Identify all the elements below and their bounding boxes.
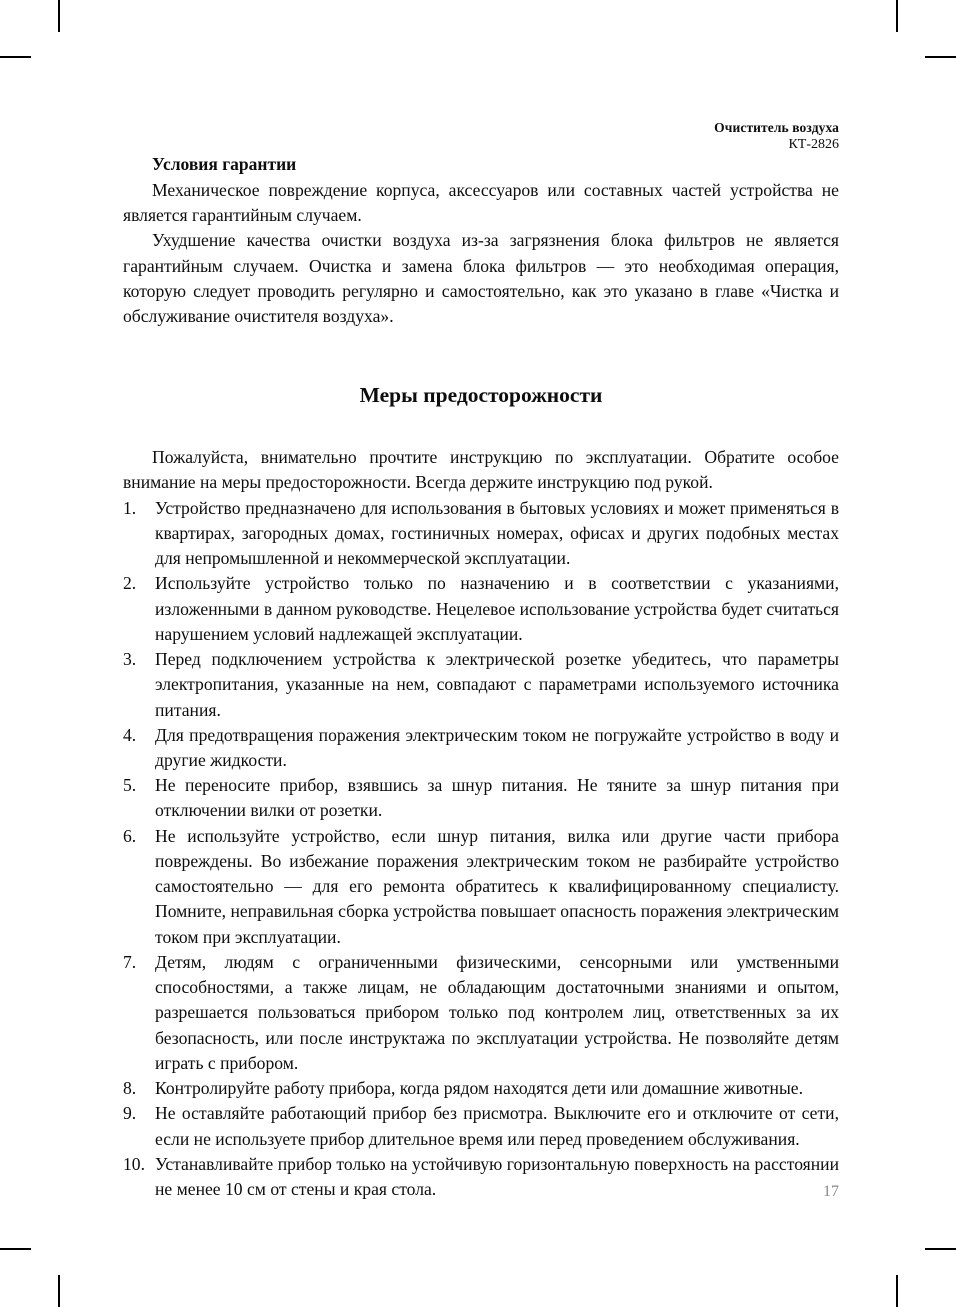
list-item: Устанавливайте прибор только на устойчивую горизонтальную поверхность на расстоянии не менее 10 см от стены и края стола.	[155, 1153, 839, 1199]
crop-mark-top-right-horizontal	[925, 56, 956, 58]
warranty-paragraph-2: Ухудшение качества очистки воздуха из-за загрязнения блока фильтров не является гарантийным случаем. Очистка и замена блока фильтров — это необходимая операция, которую следует проводить регулярно и самостоятельно, как это указано в главе «Чистка и обслуживание очистителя воздуха».	[123, 230, 839, 327]
page-number: 17	[823, 1183, 839, 1200]
crop-mark-bottom-left-vertical	[58, 1275, 60, 1307]
precautions-list	[123, 496, 839, 1203]
list-item: Детям, людям с ограниченными физическими, сенсорными или умственными способностями, а также лицам, не обладающим достаточными знаниями и опытом, разрешается пользоваться прибором только под контролем лиц, ответственных за их безопасность, или после инструктажа по эксплуатации устройства. Не позволяйте детям играть с прибором.	[155, 951, 839, 1073]
list-item: Используйте устройство только по назначению и в соответствии с указаниями, изложенными в данном руководстве. Нецелевое использование устройства будет считаться нарушением условий надлежащей эксплуатации.	[155, 573, 839, 644]
list-item: Перед подключением устройства к электрической розетке убедитесь, что параметры электропитания, указанные на нем, совпадают с параметрами используемого источника питания.	[155, 649, 839, 720]
crop-mark-top-left-vertical	[58, 0, 60, 32]
list-item: Не оставляйте работающий прибор без присмотра. Выключите его и отключите от сети, если не используете прибор длительное время или перед проведением обслуживания.	[155, 1103, 839, 1149]
list-item: Для предотвращения поражения электрическим током не погружайте устройство в воду и другие жидкости.	[155, 724, 839, 770]
page-title: Меры предосторожности	[359, 383, 603, 408]
list-item: Контролируйте работу прибора, когда рядом находятся дети или домашние животные.	[155, 1078, 803, 1099]
crop-mark-bottom-right-vertical	[896, 1275, 898, 1307]
list-item: Устройство предназначено для использования в бытовых условиях и может применяться в квартирах, загородных домах, гостиничных номерах, офисах и других подобных местах для непромышленной и некоммерческой эксплуатации.	[155, 497, 839, 569]
page-content	[123, 152, 839, 1202]
warranty-paragraph-1: Механическое повреждение корпуса, аксессуаров или составных частей устройства не является гарантийным случаем.	[123, 179, 839, 226]
running-head	[714, 119, 839, 154]
crop-mark-bottom-right-horizontal	[925, 1248, 956, 1250]
spacer-after-chapter	[123, 410, 839, 445]
precautions-intro: Пожалуйста, внимательно прочтите инструкцию по эксплуатации. Обратите особое внимание на меры предосторожности. Всегда держите инструкцию под рукой.	[123, 447, 839, 493]
crop-mark-top-right-vertical	[896, 0, 898, 32]
running-head-title: Очиститель воздуха	[714, 120, 839, 135]
crop-mark-top-left-horizontal	[0, 56, 31, 58]
list-item: Не используйте устройство, если шнур питания, вилка или другие части прибора повреждены. Во избежание поражения электрическим током не разбирайте устройство самостоятельно — для его ремонта обратитесь к квалифицированному специалисту. Помните, неправильная сборка устройства повышает опасность поражения электрическим током при эксплуатации.	[155, 825, 839, 947]
crop-mark-bottom-left-horizontal	[0, 1248, 31, 1250]
running-head-model: КТ-2826	[788, 137, 839, 153]
spacer-before-chapter	[123, 329, 839, 382]
page-body	[123, 0, 839, 1307]
list-item: Не переносите прибор, взявшись за шнур питания. Не тяните за шнур питания при отключении вилки от розетки.	[155, 775, 839, 821]
warranty-heading: Условия гарантии	[152, 154, 297, 174]
